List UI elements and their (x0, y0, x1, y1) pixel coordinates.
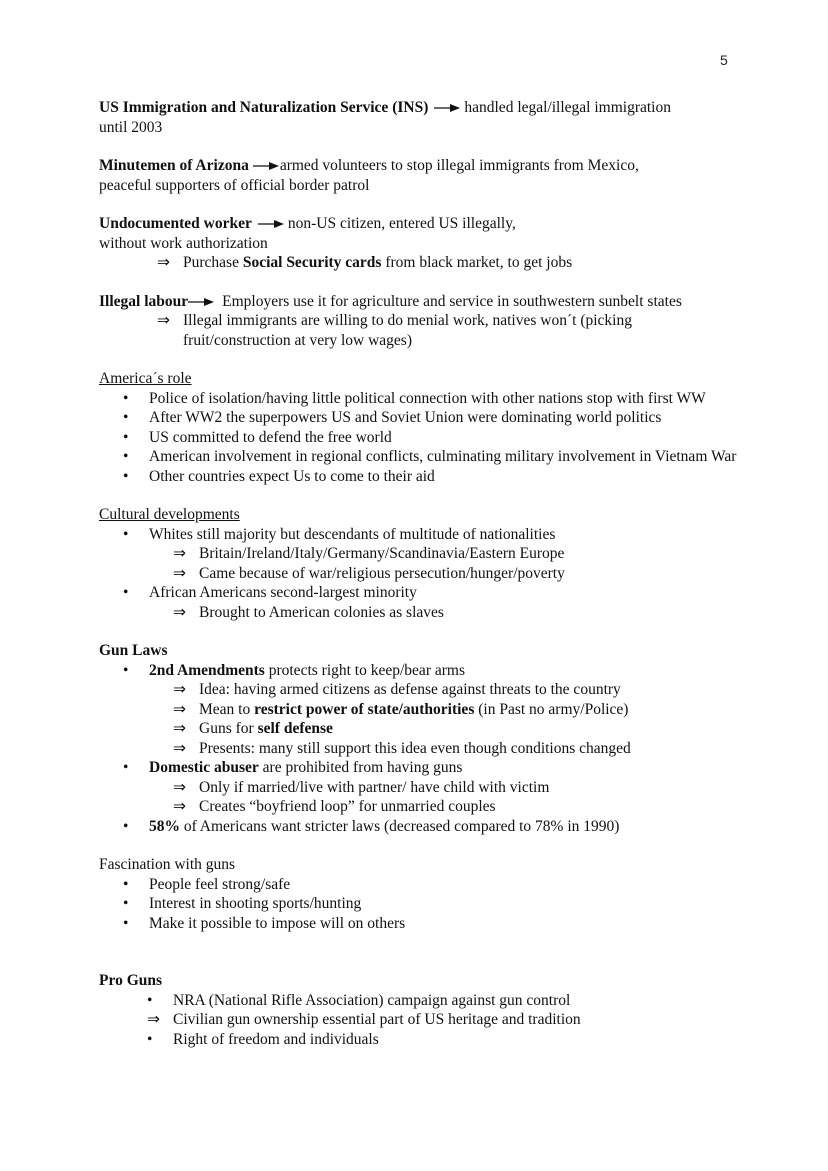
section-heading: Gun Laws (99, 642, 168, 659)
term: Minutemen of Arizona (99, 157, 249, 174)
long-right-arrow-icon (253, 161, 279, 171)
definition-minutemen (99, 156, 739, 195)
section-fascination (99, 855, 739, 933)
long-right-arrow-icon (188, 297, 214, 307)
implication-item: ⇒ Civilian gun ownership essential part of US heritage and tradition (147, 1011, 581, 1028)
bullet-icon: • (123, 661, 129, 679)
bullet-icon: • (123, 584, 129, 601)
bullet-list (99, 525, 739, 545)
section-gun-laws (99, 641, 739, 836)
long-right-arrow-icon (434, 103, 460, 113)
section-heading: Cultural developments (99, 506, 240, 523)
bullet-list (99, 389, 739, 487)
bullet-list (99, 991, 739, 1011)
implication-item: ⇒ Guns for self defense (173, 720, 333, 737)
bullet-icon: • (123, 759, 129, 776)
implies-arrow-icon: ⇒ (157, 312, 170, 329)
section-heading: Pro Guns (99, 972, 163, 989)
implies-arrow-icon: ⇒ (173, 778, 186, 796)
bullet-icon: • (123, 525, 129, 543)
implies-arrow-icon: ⇒ (173, 564, 186, 582)
document-body (99, 98, 739, 1068)
list-item: • Other countries expect Us to come to their aid (123, 467, 435, 485)
bullet-icon: • (123, 467, 129, 485)
definition: armed volunteers to stop illegal immigrants from Mexico, (279, 157, 639, 174)
section-cultural-developments (99, 505, 739, 622)
bullet-list (99, 1030, 739, 1050)
bullet-list (99, 661, 739, 681)
implies-arrow-icon: ⇒ (173, 681, 186, 698)
page-number: 5 (720, 52, 728, 68)
definition: Employers use it for agriculture and service in southwestern sunbelt states (222, 292, 682, 310)
term: Undocumented worker (99, 215, 252, 232)
list-item: • 58% of Americans want stricter laws (decreased compared to 78% in 1990) (123, 817, 620, 835)
bullet-icon: • (123, 389, 129, 407)
implies-arrow-icon: ⇒ (173, 700, 186, 718)
definition-undocumented-worker (99, 214, 739, 273)
definition-ins (99, 98, 739, 137)
section-heading: Fascination with guns (99, 856, 236, 873)
bullet-icon: • (123, 448, 129, 465)
bullet-icon: • (123, 428, 129, 446)
definition: handled legal/illegal immigration (464, 99, 671, 116)
bullet-icon: • (123, 817, 129, 835)
list-item: • Right of freedom and individuals (147, 1030, 379, 1048)
section-americas-role (99, 369, 739, 486)
list-item: • 2nd Amendments protects right to keep/bear arms (123, 661, 465, 679)
list-item: • Whites still majority but descendants of multitude of nationalities (123, 525, 556, 543)
list-item: • African Americans second-largest minority (123, 584, 417, 601)
list-item: • Interest in shooting sports/hunting (123, 895, 362, 912)
implication-item: ⇒ Purchase Social Security cards from black market, to get jobs (157, 254, 573, 271)
implication-item: ⇒ Britain/Ireland/Italy/Germany/Scandinavia/Eastern Europe (173, 545, 565, 562)
list-item: • NRA (National Rifle Association) campaign against gun control (147, 991, 571, 1009)
bullet-list (99, 817, 739, 837)
implies-arrow-icon: ⇒ (173, 720, 186, 737)
implication-item: ⇒ Idea: having armed citizens as defense against threats to the country (173, 681, 621, 698)
section-heading: America´s role (99, 370, 192, 387)
implication-item: ⇒ Only if married/live with partner/ have child with victim (173, 778, 550, 796)
term: US Immigration and Naturalization Service (INS) (99, 99, 429, 116)
implies-arrow-icon: ⇒ (157, 254, 170, 271)
implication-item: ⇒ Brought to American colonies as slaves (173, 603, 444, 621)
implication-item: ⇒ Illegal immigrants are willing to do menial work, natives won´t (picking fruit/construction at very low wages) (157, 312, 632, 349)
implies-arrow-icon: ⇒ (173, 739, 186, 757)
definition: non-US citizen, entered US illegally, (287, 215, 516, 232)
bullet-icon: • (147, 1030, 153, 1048)
list-item: • People feel strong/safe (123, 875, 291, 893)
list-item: • Make it possible to impose will on others (123, 914, 406, 932)
list-item: • American involvement in regional conflicts, culminating military involvement in Vietnam War (123, 448, 737, 465)
definition-cont: peaceful supporters of official border patrol (99, 176, 370, 194)
long-right-arrow-icon (258, 219, 284, 229)
section-pro-guns (99, 971, 739, 1049)
bullet-list (99, 583, 739, 603)
bullet-list (99, 875, 739, 934)
bullet-icon: • (123, 409, 129, 426)
implies-arrow-icon: ⇒ (173, 545, 186, 562)
bullet-icon: • (123, 875, 129, 893)
definition-illegal-labour (99, 292, 739, 351)
bullet-icon: • (147, 991, 153, 1009)
list-item: • Domestic abuser are prohibited from having guns (123, 759, 463, 776)
implication-item: ⇒ Mean to restrict power of state/authorities (in Past no army/Police) (173, 700, 629, 718)
implies-arrow-icon: ⇒ (173, 798, 186, 815)
implies-arrow-icon: ⇒ (147, 1011, 160, 1028)
implication-item: ⇒ Creates “boyfriend loop” for unmarried couples (173, 798, 496, 815)
list-item: • Police of isolation/having little political connection with other nations stop with first WW (123, 389, 706, 407)
definition-cont: until 2003 (99, 118, 163, 136)
list-item: • After WW2 the superpowers US and Soviet Union were dominating world politics (123, 409, 662, 426)
bullet-list (99, 758, 739, 778)
implication-item: ⇒ Came because of war/religious persecution/hunger/poverty (173, 564, 565, 582)
definition-cont: without work authorization (99, 234, 268, 252)
list-item: • US committed to defend the free world (123, 428, 392, 446)
bullet-icon: • (123, 914, 129, 932)
term: Illegal labour (99, 292, 189, 310)
implication-item: ⇒ Presents: many still support this idea even though conditions changed (173, 739, 631, 757)
implies-arrow-icon: ⇒ (173, 603, 186, 621)
bullet-icon: • (123, 895, 129, 912)
